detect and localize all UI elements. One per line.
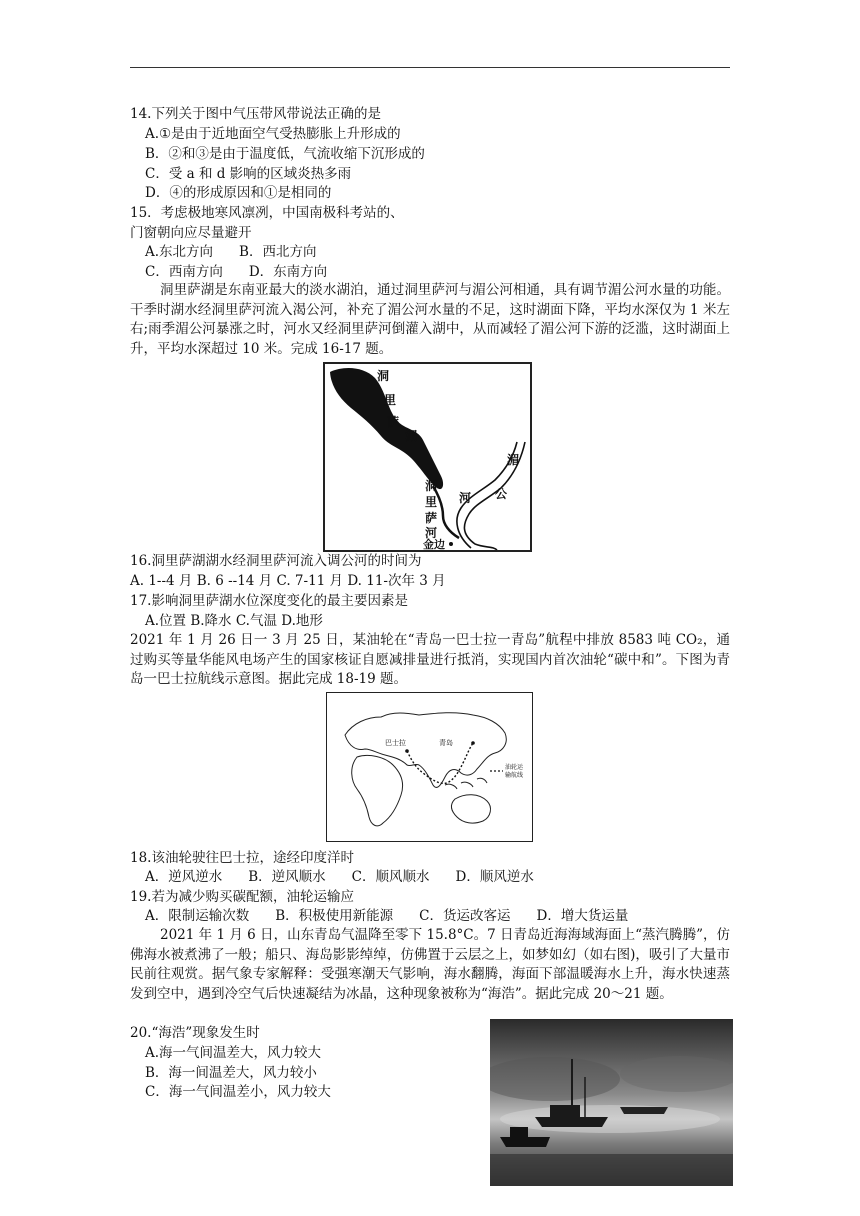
q15-options-row2	[145, 263, 353, 282]
q17-stem: 17.影响洞里萨湖水位深度变化的最主要因素是	[130, 593, 408, 609]
sea-smoke-photo	[490, 1019, 733, 1186]
q18-option-d: D．顺风逆水	[455, 869, 534, 885]
phnom-penh-label: 金边	[423, 538, 445, 550]
islands-outline	[445, 778, 487, 789]
q19-option-d: D．增大货运量	[536, 908, 629, 924]
q14-stem: 14.下列关于图中气压带风带说法正确的是	[130, 106, 381, 122]
q14-option-c: C．受 a 和 d 影响的区域炎热多雨	[145, 166, 352, 182]
river-label-4: 河	[425, 526, 438, 540]
q19-option-b: B．积极使用新能源	[275, 908, 394, 924]
header-rule	[130, 67, 730, 68]
q20-option-c: C．海一气间温差小，风力较大	[145, 1084, 331, 1100]
legend-label-2: 输航线	[505, 772, 524, 779]
qingdao-dot	[471, 741, 475, 745]
q15-stem-line1: 15．考虑极地寒风凛冽，中国南极科考站的、	[130, 205, 404, 221]
lake-label-2: 里	[384, 393, 397, 407]
basra-label: 巴士拉	[385, 739, 406, 747]
q14-option-a: A.①是由于近地面空气受热膨胀上升形成的	[145, 126, 401, 142]
mekong-label-1: 湄	[507, 453, 520, 467]
q15-option-c: C．西南方向	[145, 264, 223, 280]
tanker-route	[407, 743, 473, 783]
q15-stem-line2: 门窗朝向应尽量避开	[130, 225, 252, 241]
q14-option-d: D．④的形成原因和①是相同的	[145, 185, 332, 201]
africa-outline	[352, 755, 403, 825]
eurasia-outline	[345, 713, 506, 788]
mekong-label-2: 公	[495, 487, 508, 501]
lake-label-1: 洞	[377, 369, 390, 383]
passage-oil-tanker: 2021 年 1 月 26 日一 3 月 25 日，某油轮在“青岛一巴士拉一青岛”航程中排放 8583 吨 CO₂，通过购买等量华能风电场产生的国家核证自愿减排量进行抵消，实现国内首次油轮“碳中和”。下图为青岛一巴士拉航线示意图。据此完成 18-19 题。	[130, 632, 730, 687]
river-label-1: 洞	[425, 479, 438, 493]
q17-options: A.位置 B.降水 C.气温 D.地形	[145, 613, 323, 629]
q19-option-c: C．货运改客运	[419, 908, 511, 924]
qingdao-label: 青岛	[439, 739, 453, 747]
q19-option-a: A．限制运输次数	[145, 908, 250, 924]
basra-dot	[405, 749, 409, 753]
lake-label-3: 萨	[387, 415, 400, 429]
passage-sea-smoke: 2021 年 1 月 6 日，山东青岛气温降至零下 15.8°C。7 日青岛近海海域海面上“蒸汽腾腾”，仿佛海水被煮沸了一般；船只、海岛影影绰绰，仿佛置于云层之上，如梦如幻（如右图)，吸引了大量市民前往观赏。据气象专家解释：受强寒潮天气影响，海水翻腾，海面下部温暖海水上升，海水快速蒸发到空中，遇到冷空气后快速凝结为冰晶，这种现象被称为“海浩”。据此完成 20～21 题。	[130, 927, 730, 1002]
phnom-penh-dot	[449, 542, 453, 546]
tonle-sap-map	[323, 362, 532, 552]
legend-label-1: 油轮运	[505, 764, 524, 771]
q19-stem: 19.若为减少购买碳配额，油轮运输应	[130, 889, 354, 905]
q18-option-a: A．逆风逆水	[145, 869, 223, 885]
q20-option-a: A.海一气间温差大，风力较大	[145, 1045, 322, 1061]
australia-outline	[451, 795, 490, 823]
shipping-route-map-svg	[327, 693, 532, 841]
passage-tonle-sap: 洞里萨湖是东南亚最大的淡水湖泊，通过洞里萨河与湄公河相通，具有调节湄公河水量的功能。干季时湖水经洞里萨河流入渴公河，补充了湄公河水量的不足，这时湖面下降，平均水深仅为 1 米左右;雨季湄公河暴涨之时，河水又经洞里萨河倒灌入湖中，从而减轻了湄公河下游的泛滥，这时湖面上升，平均水深超过 10 米。完成 16-17 题。	[130, 282, 730, 357]
river-label-3: 萨	[425, 511, 438, 525]
q19-options	[145, 907, 654, 926]
q18-options	[145, 868, 560, 887]
q18-stem: 18.该油轮驶往巴士拉，途经印度洋时	[130, 850, 354, 866]
q20-option-b: B．海一间温差大，风力较小	[145, 1065, 317, 1081]
lake-label-4: 湖	[405, 429, 418, 443]
tonle-sap-map-svg	[325, 364, 530, 550]
mekong-label-3: 河	[459, 491, 472, 505]
q15-options-row1	[145, 243, 342, 262]
shipping-route-map	[326, 692, 533, 842]
q16-stem: 16.洞里萨湖湖水经洞里萨河流入调公河的时间为	[130, 553, 422, 569]
q14-option-b: B．②和③是由于温度低，气流收缩下沉形成的	[145, 146, 425, 162]
river-label-2: 里	[425, 495, 438, 509]
q15-option-d: D．东南方向	[248, 264, 328, 280]
q18-option-b: B．逆风顺水	[248, 869, 326, 885]
q15-option-b: B．西北方向	[239, 244, 317, 260]
q18-option-c: C．顺风顺水	[351, 869, 430, 885]
q15-option-a: A.东北方向	[145, 244, 214, 260]
q16-options: A. 1--4 月 B. 6 --14 月 C. 7-11 月 D. 11-次年 3 月	[130, 573, 446, 589]
sea-smoke-photo-svg	[490, 1019, 733, 1186]
q20-stem: 20.“海浩”现象发生时	[130, 1025, 260, 1041]
